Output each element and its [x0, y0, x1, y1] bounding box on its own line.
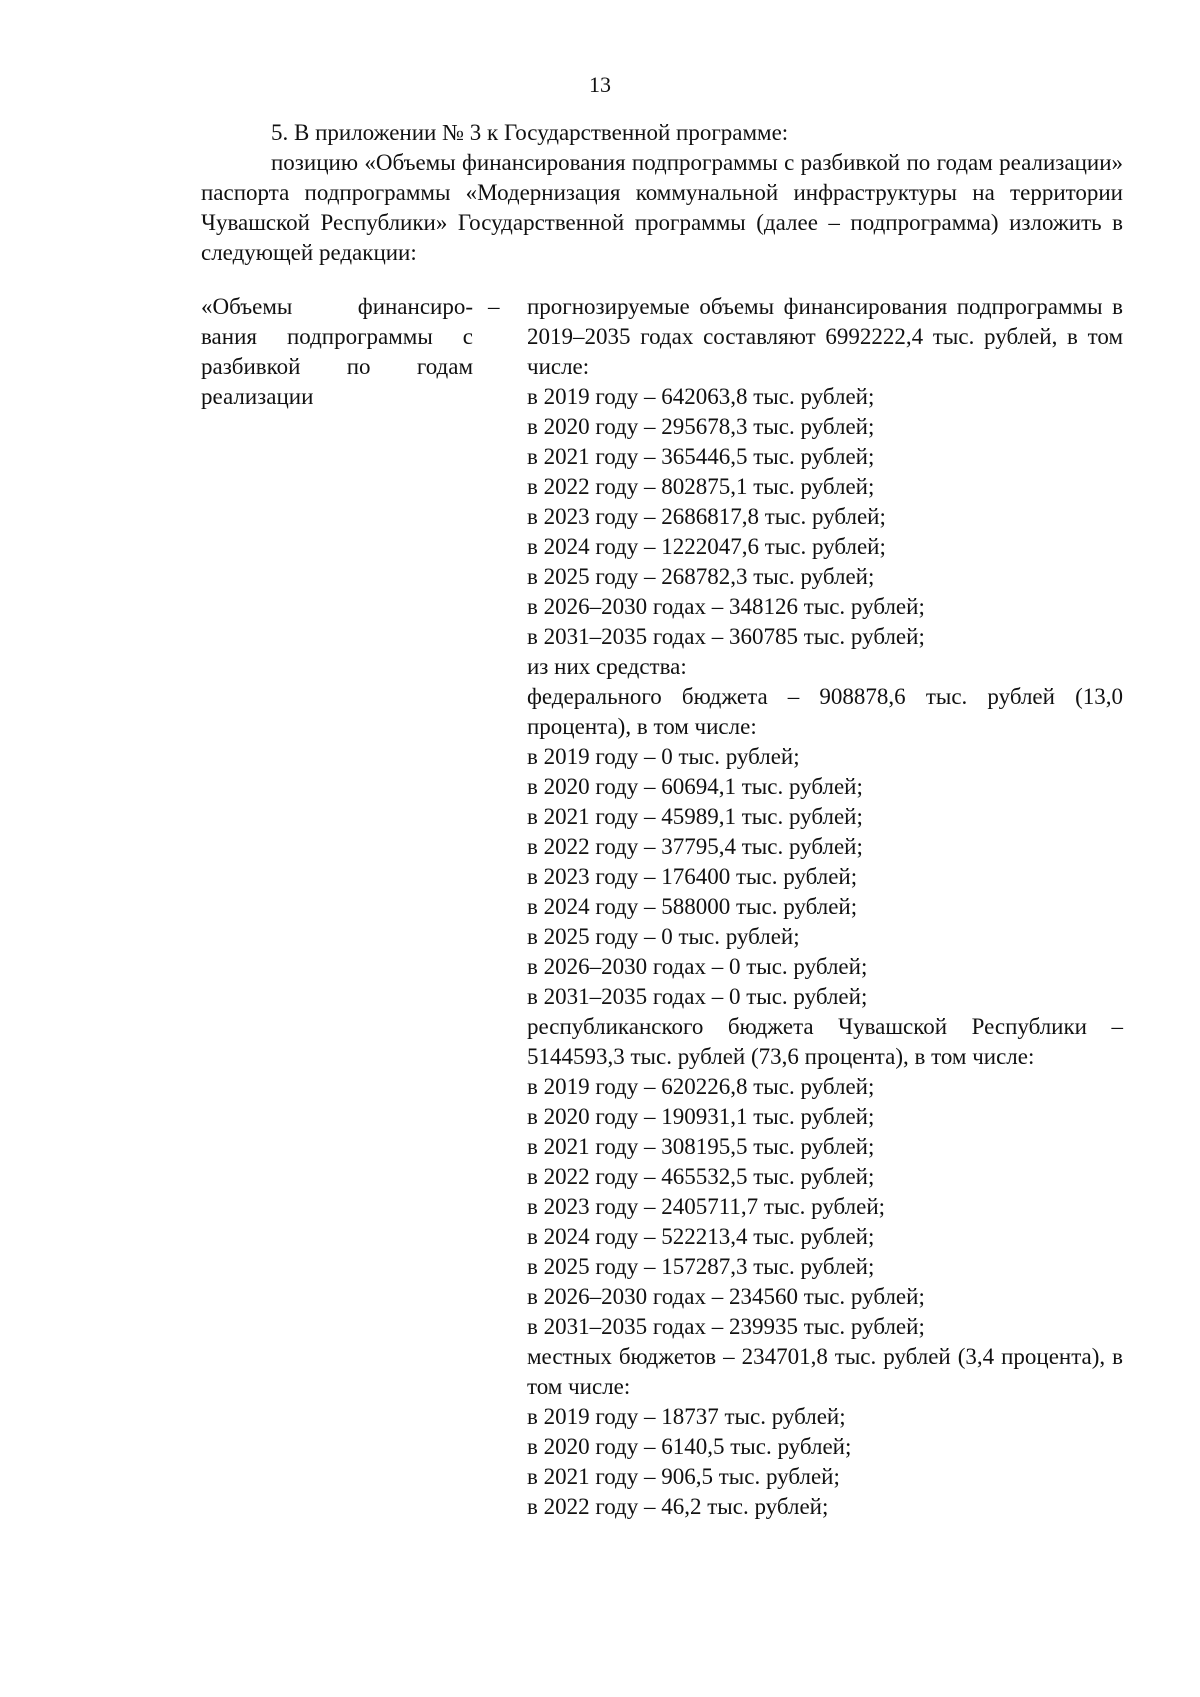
funding-line: в 2023 году – 2686817,8 тыс. рублей; — [527, 504, 886, 529]
funding-line: в 2023 году – 176400 тыс. рублей; — [527, 864, 858, 889]
funding-line: в 2025 году – 268782,3 тыс. рублей; — [527, 564, 875, 589]
funding-line: в 2020 году – 295678,3 тыс. рублей; — [527, 414, 875, 439]
federal-funding-list — [527, 742, 1123, 1012]
funding-line: в 2023 году – 2405711,7 тыс. рублей; — [527, 1194, 886, 1219]
federal-funding-intro: федерального бюджета – 908878,6 тыс. рублей (13,0 процента), в том числе: — [527, 684, 1123, 739]
position-title-line: вания подпрограммы с — [201, 324, 473, 349]
position-title-line: реализации — [201, 384, 314, 409]
funding-line: в 2024 году – 588000 тыс. рублей; — [527, 894, 858, 919]
funding-line: в 2025 году – 157287,3 тыс. рублей; — [527, 1254, 875, 1279]
intro-section — [201, 118, 1123, 268]
republic-funding-intro: республиканского бюджета Чувашской Республики – 5144593,3 тыс. рублей (73,6 процента), в том числе: — [527, 1014, 1123, 1069]
funding-line: в 2020 году – 190931,1 тыс. рублей; — [527, 1104, 875, 1129]
funding-line: в 2019 году – 642063,8 тыс. рублей; — [527, 384, 875, 409]
intro-point: 5. В приложении № 3 к Государственной программе: — [271, 120, 789, 145]
funding-line: в 2026–2030 годах – 348126 тыс. рублей; — [527, 594, 925, 619]
total-funding-list — [527, 382, 1123, 652]
sources-label: из них средства: — [527, 654, 687, 679]
funding-line: в 2020 году – 6140,5 тыс. рублей; — [527, 1434, 852, 1459]
funding-line: в 2022 году – 802875,1 тыс. рублей; — [527, 474, 875, 499]
funding-line: в 2031–2035 годах – 360785 тыс. рублей; — [527, 624, 925, 649]
funding-line: в 2022 году – 465532,5 тыс. рублей; — [527, 1164, 875, 1189]
funding-line: в 2025 году – 0 тыс. рублей; — [527, 924, 800, 949]
local-funding-list — [527, 1402, 1123, 1522]
position-title — [201, 292, 473, 412]
total-funding-intro: прогнозируемые объемы финансирования подпрограммы в 2019–2035 годах составляют 6992222,4 тыс. рублей, в том числе: — [527, 294, 1123, 379]
funding-line: в 2024 году – 522213,4 тыс. рублей; — [527, 1224, 875, 1249]
funding-line: в 2026–2030 годах – 0 тыс. рублей; — [527, 954, 868, 979]
funding-line: в 2031–2035 годах – 239935 тыс. рублей; — [527, 1314, 925, 1339]
intro-text: позицию «Объемы финансирования подпрограммы с разбивкой по годам реализации» паспорта подпрограммы «Модернизация коммунальной инфраструктуры на территории Чувашской Республики» Государственной программы (далее – подпрограмма) изложить в следующей редакции: — [201, 150, 1123, 265]
funding-line: в 2021 году – 45989,1 тыс. рублей; — [527, 804, 863, 829]
funding-line: в 2022 году – 37795,4 тыс. рублей; — [527, 834, 863, 859]
funding-description — [527, 292, 1123, 1522]
funding-line: в 2026–2030 годах – 234560 тыс. рублей; — [527, 1284, 925, 1309]
page-number: 13 — [589, 72, 611, 97]
funding-line: в 2021 году – 365446,5 тыс. рублей; — [527, 444, 875, 469]
funding-line: в 2020 году – 60694,1 тыс. рублей; — [527, 774, 863, 799]
funding-line: в 2021 году – 906,5 тыс. рублей; — [527, 1464, 840, 1489]
funding-line: в 2019 году – 0 тыс. рублей; — [527, 744, 800, 769]
funding-line: в 2019 году – 620226,8 тыс. рублей; — [527, 1074, 875, 1099]
funding-line: в 2031–2035 годах – 0 тыс. рублей; — [527, 984, 868, 1009]
funding-line: в 2024 году – 1222047,6 тыс. рублей; — [527, 534, 886, 559]
funding-line: в 2019 году – 18737 тыс. рублей; — [527, 1404, 846, 1429]
funding-line: в 2021 году – 308195,5 тыс. рублей; — [527, 1134, 875, 1159]
funding-line: в 2022 году – 46,2 тыс. рублей; — [527, 1494, 829, 1519]
position-dash: – — [488, 294, 500, 319]
position-title-line: «Объемы финансиро- — [201, 294, 473, 319]
local-funding-intro: местных бюджетов – 234701,8 тыс. рублей (3,4 процента), в том числе: — [527, 1344, 1123, 1399]
position-title-line: разбивкой по годам — [201, 354, 473, 379]
republic-funding-list — [527, 1072, 1123, 1342]
